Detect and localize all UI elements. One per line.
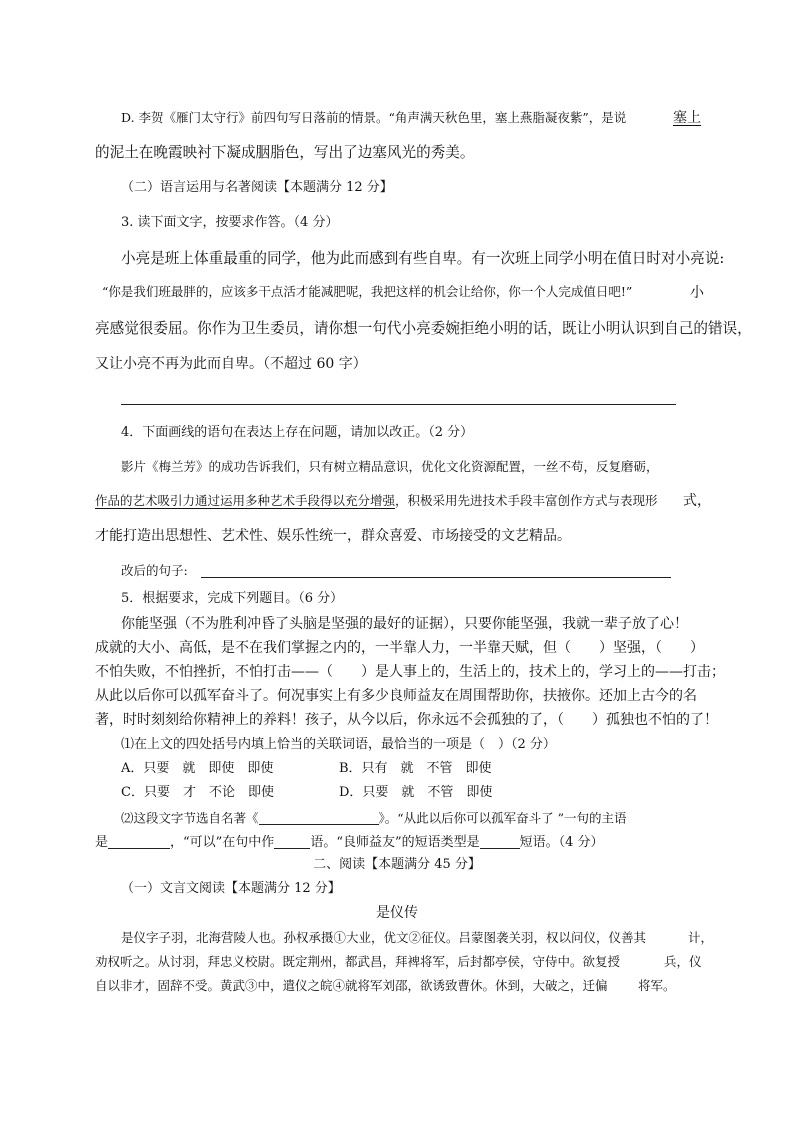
q4-answer-label: 改后的句子: — [121, 563, 188, 578]
classical-line2: 劝权听之。从讨羽，拜忠义校尉。既定荆州，都武昌，拜裨将军，后封都亭侯，守侍中。欲复授 — [95, 954, 621, 969]
q3-paragraph-line2: “你是我们班最胖的，应该多干点活才能减肥呢，我把这样的机会让给你，你一个人完成值日吧!” — [102, 284, 633, 299]
q4-paragraph-line2-rest: ，积极采用先进技术手段丰富创作方式与表现形 — [395, 493, 658, 508]
q4-stem: 4．下面画线的语句在表达上存在问题，请加以改正。（2 分） — [121, 425, 474, 440]
q4-paragraph-line2 — [95, 495, 658, 508]
q5-sub2-line2 — [95, 834, 604, 849]
q5-option-d[interactable]: D．只要 就 不管 即使 — [339, 785, 493, 800]
q3-answer-line[interactable] — [121, 404, 676, 405]
q4-paragraph-line3: 才能打造出思想性、艺术性、娱乐性统一，群众喜爱、市场接受的文艺精品。 — [95, 528, 571, 544]
q5-sub2-line1 — [121, 810, 627, 825]
part2-heading: 二、阅读【本题满分 45 分】 — [313, 857, 481, 872]
q5-sub1: ⑴在上文的四处括号内填上恰当的关联词语，最恰当的一项是（ ）（2 分） — [121, 737, 556, 752]
q5-subject-blank[interactable] — [108, 834, 170, 849]
option-d-text: D. 李贺《雁门太守行》前四句写日落前的情景。“角声满天秋色里，塞上燕脂凝夜紫”，是说 — [121, 110, 627, 125]
q5-sub2-text-e: 语。“良师益友”的短语类型是 — [310, 835, 480, 850]
classical-line3-end: 将军。 — [638, 978, 676, 993]
q5-sub2-text-a: ⑵这段文字节选自名著《 — [121, 810, 259, 826]
q5-paragraph-line1: 你能坚强（不为胜利冲昏了头脑是坚强的最好的证据），只要你能坚强，我就一辈子放了心！ — [121, 616, 688, 632]
q5-sub2-text-f: 短语。（4 分） — [519, 835, 604, 850]
q3-paragraph-line1: 小亮是班上体重最重的同学，他为此而感到有些自卑。有一次班上同学小明在值日时对小亮说: — [121, 250, 725, 267]
q5-option-b[interactable]: B．只有 就 不管 即使 — [339, 761, 492, 776]
q5-option-c[interactable]: C．只要 才 不论 即使 — [121, 785, 274, 800]
q5-paragraph-line4: 从此以后你可以孤军奋斗了。何况事实上有多少良师益友在周围帮助你，扶掖你。还加上古今的名 — [95, 688, 697, 704]
q5-phrase-type-blank[interactable] — [480, 834, 520, 849]
option-d-line1 — [121, 112, 626, 125]
q4-underlined-sentence: 作品的艺术吸引力通过运用多种艺术手段得以充分增强 — [95, 493, 396, 508]
classical-title: 是仪传 — [376, 905, 418, 921]
q3-paragraph-line4: 又让小亮不再为此而自卑。（不超过 60 字） — [95, 356, 367, 372]
q5-component-blank[interactable] — [274, 834, 310, 849]
classical-heading: （一）文言文阅读【本题满分 12 分】 — [121, 881, 341, 896]
q3-paragraph-line3: 亮感觉很委屈。你作为卫生委员，请你想一句代小亮委婉拒绝小明的话，既让小明认识到自己的错误， — [95, 320, 752, 337]
section-2-heading: （二）语言运用与名著阅读【本题满分 12 分】 — [121, 180, 393, 195]
q5-sub2-text-d: ，“可以”在句中作 — [170, 835, 275, 850]
classical-line1: 是仪字子羽，北海营陵人也。孙权承摄①大业，优文②征仪。吕蒙图袭关羽，权以问仪，仪善其 — [121, 930, 647, 945]
q5-option-a[interactable]: A．只要 就 即使 即使 — [121, 761, 274, 776]
q5-paragraph-line3: 不怕失败，不怕挫折，不怕打击——（ ）是人事上的，生活上的，技术上的，学习上的——打击； — [95, 664, 725, 680]
classical-line2-end: 兵，仪 — [664, 954, 702, 969]
q5-stem: 5．根据要求，完成下列题目。（6 分） — [121, 591, 344, 606]
classical-line3: 自以非才，固辞不受。黄武③中，遣仪之皖④就将军刘邵，欲诱致曹休。休到，大破之，迁偏 — [95, 978, 608, 993]
q4-paragraph-line2-end: 式， — [683, 493, 711, 509]
q4-answer-line[interactable] — [201, 577, 671, 578]
option-d-underlined-word: 塞上 — [673, 110, 701, 126]
option-d-line2: 的泥土在晚霞映衬下凝成胭脂色，写出了边塞风光的秀美。 — [95, 144, 475, 161]
q5-book-title-blank[interactable] — [259, 810, 379, 825]
q3-paragraph-line2-end: 小 — [690, 285, 704, 301]
q5-sub2-text-b: 》。“从此以后你可以孤军奋斗了 ”一句的主语 — [378, 810, 627, 826]
q4-paragraph-line1: 影片《梅兰芳》的成功告诉我们，只有树立精品意识，优化文化资源配置，一丝不苟，反复磨砺， — [121, 459, 659, 474]
classical-line1-end: 计， — [688, 930, 714, 945]
q3-stem: 3. 读下面文字，按要求作答。（4 分） — [121, 215, 339, 230]
q5-paragraph-line5: 著，时时刻刻给你精神上的养料！孩子，从今以后，你永远不会孤独的了，（ ）孤独也不怕的了！ — [95, 712, 718, 728]
q5-paragraph-line2: 成就的大小、高低，是不在我们掌握之内的，一半靠人力，一半靠天赋，但（ ）坚强，（ ） — [95, 640, 704, 656]
q5-sub2-text-c: 是 — [95, 835, 109, 850]
